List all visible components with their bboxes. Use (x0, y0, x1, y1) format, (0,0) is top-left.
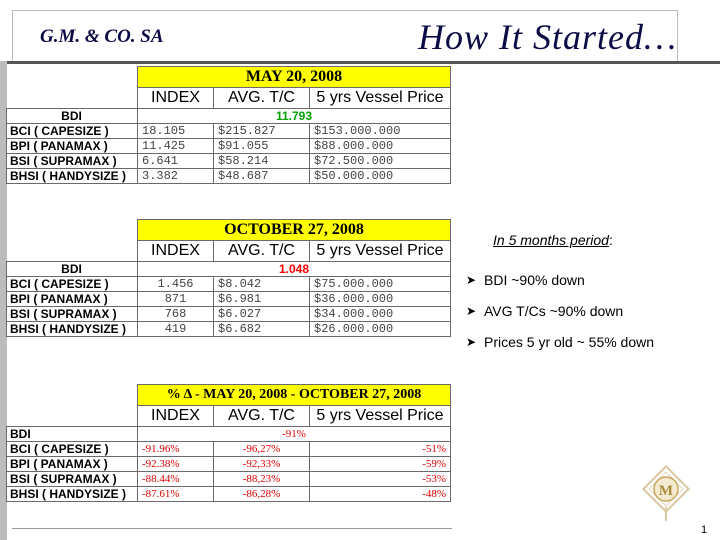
price-cell: $34.000.000 (310, 307, 451, 322)
price-cell: $26.000.000 (310, 322, 451, 337)
col-header-avg-tc: AVG. T/C (214, 406, 310, 427)
table-row (7, 472, 451, 487)
index-cell: 11.425 (138, 139, 214, 154)
avg-tc-cell: $91.055 (214, 139, 310, 154)
avg-tc-change-cell: -86,28% (214, 487, 310, 502)
row-label-bhsi: BHSI ( HANDYSIZE ) (7, 169, 138, 184)
table-row (7, 124, 451, 139)
row-label-bci: BCI ( CAPESIZE ) (7, 442, 138, 457)
col-header-index: INDEX (138, 406, 214, 427)
avg-tc-cell: $6.682 (214, 322, 310, 337)
row-label-bdi: BDI (7, 427, 138, 442)
price-change-cell: -53% (310, 472, 451, 487)
row-label-bsi: BSI ( SUPRAMAX ) (7, 307, 138, 322)
col-header-price: 5 yrs Vessel Price (310, 406, 451, 427)
table-row (7, 154, 451, 169)
avg-tc-change-cell: -88,23% (214, 472, 310, 487)
index-cell: 871 (138, 292, 214, 307)
col-header-price: 5 yrs Vessel Price (310, 88, 451, 109)
period-colon: : (608, 232, 613, 248)
table-oct-2008 (6, 219, 451, 337)
avg-tc-change-cell: -96,27% (214, 442, 310, 457)
table-row (7, 442, 451, 457)
price-change-cell: -51% (310, 442, 451, 457)
table-row (7, 307, 451, 322)
table-row (7, 322, 451, 337)
table-row (7, 427, 451, 442)
row-label-bpi: BPI ( PANAMAX ) (7, 139, 138, 154)
period-heading (493, 232, 613, 248)
page-number: 1 (701, 524, 708, 536)
col-header-price: 5 yrs Vessel Price (310, 241, 451, 262)
row-label-bsi: BSI ( SUPRAMAX ) (7, 154, 138, 169)
index-cell: 6.641 (138, 154, 214, 169)
list-item (466, 326, 654, 357)
bullet-text: Prices 5 yr old ~ 55% down (484, 333, 655, 350)
index-cell: 419 (138, 322, 214, 337)
avg-tc-cell: $215.827 (214, 124, 310, 139)
avg-tc-cell: $8.042 (214, 277, 310, 292)
bullet-text: AVG T/Cs ~90% down (484, 302, 624, 319)
row-label-bdi: BDI (7, 109, 138, 124)
col-header-index: INDEX (138, 88, 214, 109)
avg-tc-change-cell: -92,33% (214, 457, 310, 472)
row-label-bhsi: BHSI ( HANDYSIZE ) (7, 487, 138, 502)
bullet-text: BDI ~90% down (484, 271, 585, 288)
arrow-bullet-icon: ➤ (466, 303, 477, 318)
price-cell: $36.000.000 (310, 292, 451, 307)
header-rule (0, 61, 720, 64)
company-name: G.M. & CO. SA (40, 26, 164, 47)
row-label-bdi: BDI (7, 262, 138, 277)
table-row (7, 292, 451, 307)
table-row (7, 457, 451, 472)
bdi-value: 11.793 (138, 109, 451, 124)
summary-list (466, 264, 654, 357)
table-date-header: MAY 20, 2008 (138, 67, 451, 88)
arrow-bullet-icon: ➤ (466, 272, 477, 287)
col-header-avg-tc: AVG. T/C (214, 241, 310, 262)
row-label-bci: BCI ( CAPESIZE ) (7, 124, 138, 139)
row-label-bpi: BPI ( PANAMAX ) (7, 292, 138, 307)
slide-title: How It Started… (418, 17, 678, 57)
index-change-cell: -92.38% (138, 457, 214, 472)
avg-tc-cell: $6.981 (214, 292, 310, 307)
table-date-header: OCTOBER 27, 2008 (138, 220, 451, 241)
price-change-cell: -59% (310, 457, 451, 472)
index-cell: 18.105 (138, 124, 214, 139)
table-row (7, 277, 451, 292)
index-cell: 1.456 (138, 277, 214, 292)
price-cell: $72.500.000 (310, 154, 451, 169)
price-cell: $153.000.000 (310, 124, 451, 139)
row-label-bsi: BSI ( SUPRAMAX ) (7, 472, 138, 487)
avg-tc-cell: $58.214 (214, 154, 310, 169)
arrow-bullet-icon: ➤ (466, 334, 477, 349)
table-percent-change (6, 384, 451, 502)
table-row (7, 109, 451, 124)
table-row (7, 169, 451, 184)
price-cell: $88.000.000 (310, 139, 451, 154)
table-may-2008 (6, 66, 451, 184)
company-logo (638, 459, 694, 525)
price-change-cell: -48% (310, 487, 451, 502)
bdi-change: -91% (138, 427, 451, 442)
table-row (7, 139, 451, 154)
index-cell: 3.382 (138, 169, 214, 184)
index-cell: 768 (138, 307, 214, 322)
list-item (466, 295, 654, 326)
row-label-bpi: BPI ( PANAMAX ) (7, 457, 138, 472)
price-cell: $50.000.000 (310, 169, 451, 184)
table-row (7, 487, 451, 502)
avg-tc-cell: $6.027 (214, 307, 310, 322)
table-row (7, 262, 451, 277)
table-date-header: % Δ - MAY 20, 2008 - OCTOBER 27, 2008 (138, 385, 451, 406)
col-header-avg-tc: AVG. T/C (214, 88, 310, 109)
price-cell: $75.000.000 (310, 277, 451, 292)
period-label: In 5 months period (493, 232, 609, 248)
row-label-bhsi: BHSI ( HANDYSIZE ) (7, 322, 138, 337)
list-item (466, 264, 654, 295)
bottom-rule (12, 528, 452, 529)
logo-letter: M (658, 483, 674, 499)
col-header-index: INDEX (138, 241, 214, 262)
avg-tc-cell: $48.687 (214, 169, 310, 184)
index-change-cell: -91.96% (138, 442, 214, 457)
bdi-value: 1.048 (138, 262, 451, 277)
index-change-cell: -87.61% (138, 487, 214, 502)
index-change-cell: -88.44% (138, 472, 214, 487)
row-label-bci: BCI ( CAPESIZE ) (7, 277, 138, 292)
